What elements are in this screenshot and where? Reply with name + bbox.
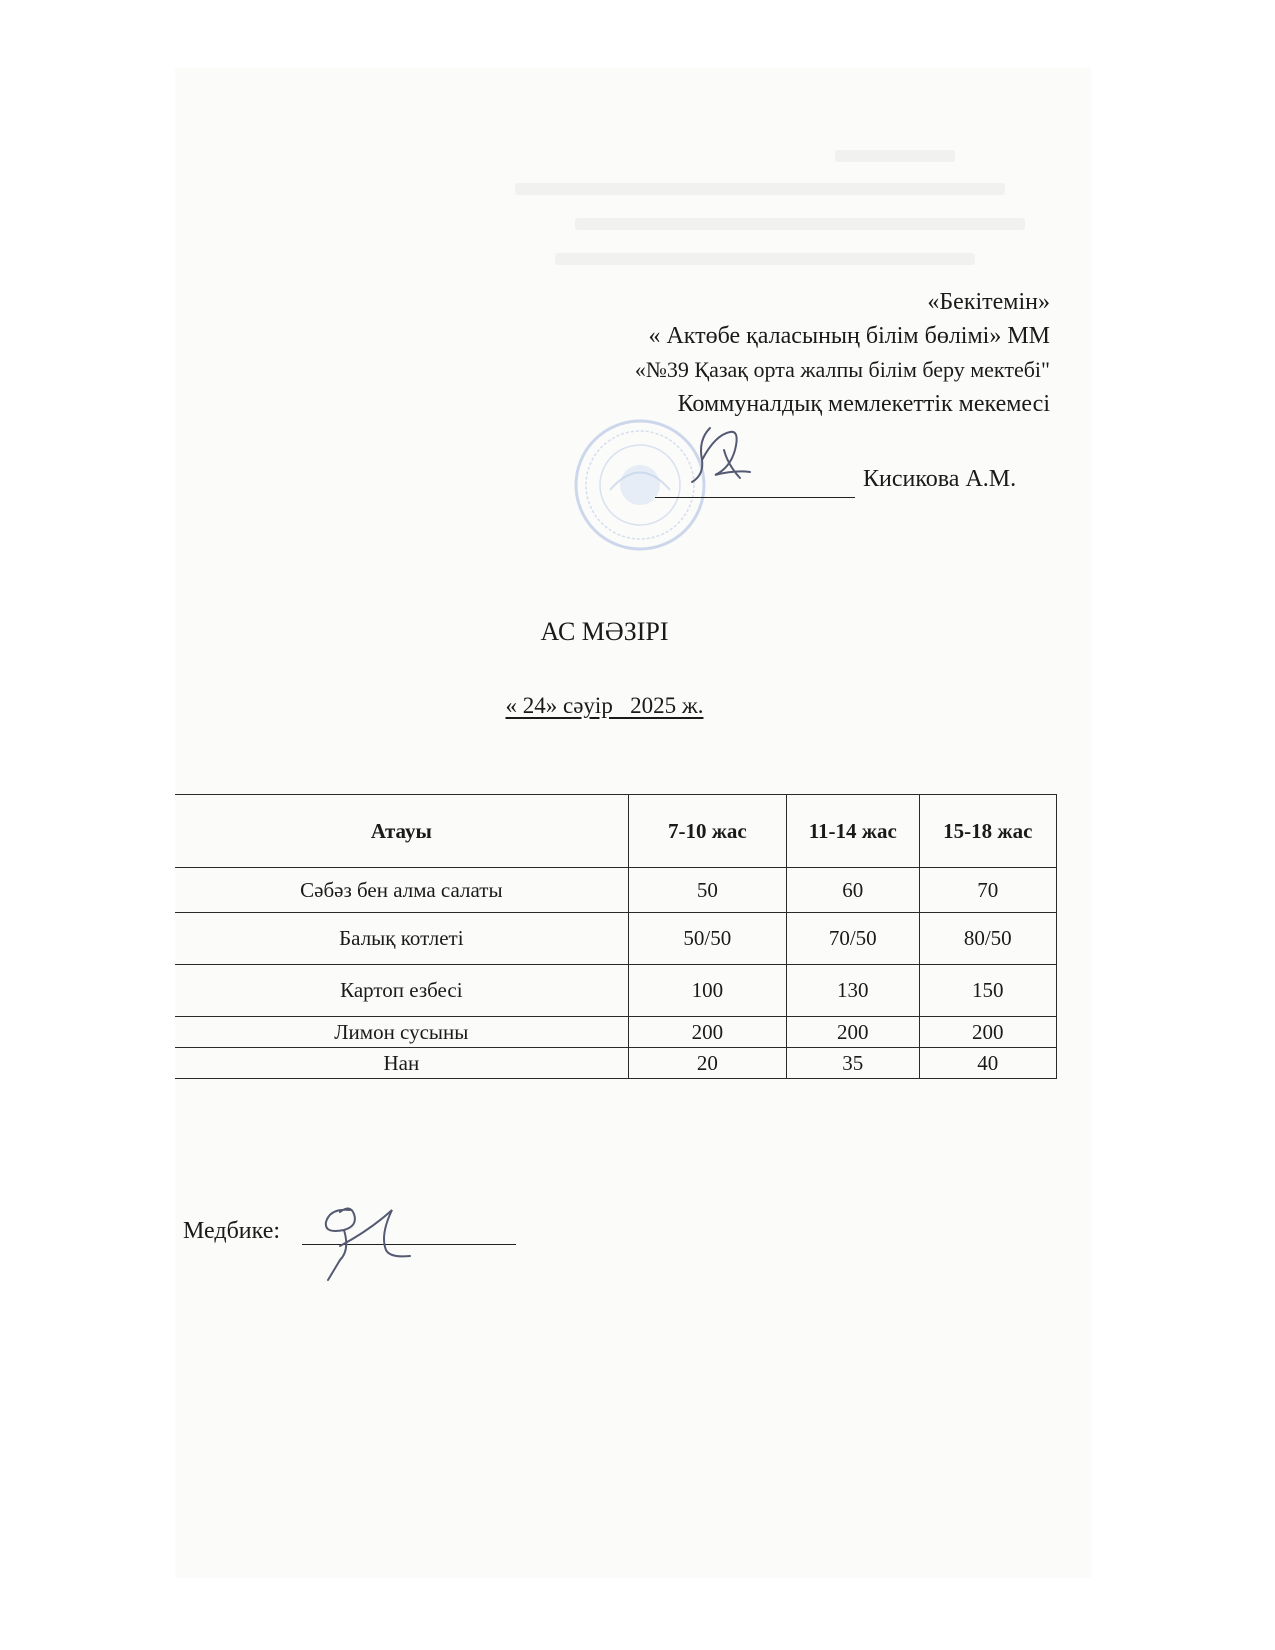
director-signature-icon (680, 420, 760, 490)
portion-15-18: 80/50 (919, 913, 1057, 965)
portion-11-14: 60 (787, 868, 919, 913)
document-date-wrapper (0, 693, 1209, 719)
department-name: « Актөбе қаласының білім бөлімі» ММ (648, 323, 1050, 349)
table-row (175, 913, 1057, 965)
menu-table (175, 794, 1057, 1079)
portion-7-10: 50 (628, 868, 786, 913)
header-age-15-18: 15-18 жас (919, 795, 1057, 868)
dish-name: Сәбәз бен алма салаты (175, 868, 628, 913)
institution-type: Коммуналдық мемлекеттік мекемесі (677, 391, 1050, 417)
portion-11-14: 130 (787, 965, 919, 1017)
dish-name: Балық котлеті (175, 913, 628, 965)
table-row (175, 1048, 1057, 1079)
portion-7-10: 20 (628, 1048, 786, 1079)
portion-11-14: 200 (787, 1017, 919, 1048)
portion-7-10: 100 (628, 965, 786, 1017)
nurse-signature-icon (310, 1190, 430, 1290)
school-name: «№39 Қазақ орта жалпы білім беру мектебі" (634, 357, 1050, 382)
dish-name: Нан (175, 1048, 628, 1079)
table-row (175, 868, 1057, 913)
header-age-7-10: 7-10 жас (628, 795, 786, 868)
menu-table-header-row (175, 795, 1057, 868)
portion-15-18: 200 (919, 1017, 1057, 1048)
document-date: « 24» сәуір 2025 ж. (505, 693, 704, 718)
portion-15-18: 40 (919, 1048, 1057, 1079)
nurse-label: Медбике: (183, 1218, 281, 1244)
dish-name: Картоп езбесі (175, 965, 628, 1017)
table-row (175, 965, 1057, 1017)
portion-7-10: 50/50 (628, 913, 786, 965)
approval-heading: «Бекітемін» (927, 289, 1050, 315)
portion-7-10: 200 (628, 1017, 786, 1048)
portion-11-14: 70/50 (787, 913, 919, 965)
approval-block (635, 285, 1050, 421)
director-name: Кисикова А.М. (863, 466, 1017, 492)
table-row (175, 1017, 1057, 1048)
portion-15-18: 150 (919, 965, 1057, 1017)
header-age-11-14: 11-14 жас (787, 795, 919, 868)
portion-11-14: 35 (787, 1048, 919, 1079)
header-name: Атауы (175, 795, 628, 868)
director-signature-line (655, 497, 855, 498)
dish-name: Лимон сусыны (175, 1017, 628, 1048)
document-title: АС МӘЗІРІ (540, 617, 669, 646)
portion-15-18: 70 (919, 868, 1057, 913)
